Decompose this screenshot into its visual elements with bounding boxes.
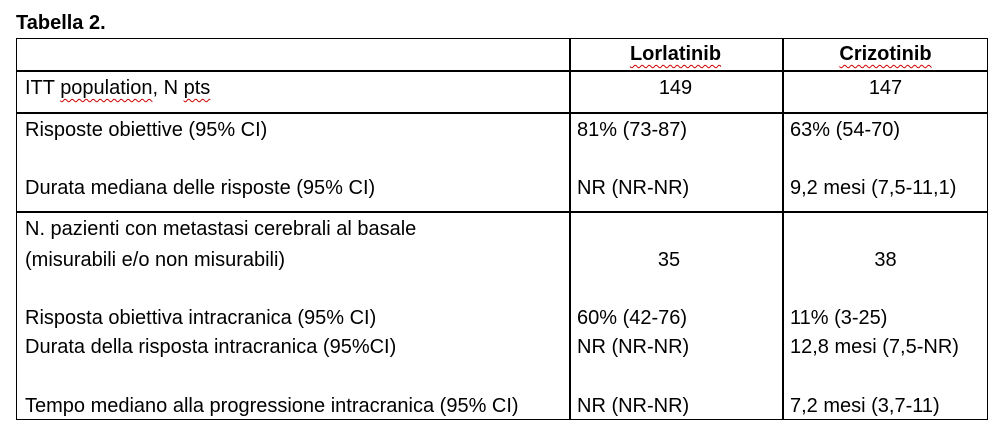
metastasi-crizotinib: 38 <box>874 249 897 271</box>
row-divider <box>17 211 987 213</box>
row-divider <box>17 112 987 114</box>
metastasi-lorlatinib: 35 <box>657 249 681 271</box>
table-caption: Tabella 2. <box>16 12 106 34</box>
itt-lorlatinib: 149 <box>658 77 693 99</box>
durata-intracranica-crizotinib: 12,8 mesi (7,5-NR) <box>790 336 959 358</box>
row-divider <box>17 70 987 72</box>
row-label-risposte: Risposte obiettive (95% CI) <box>25 119 268 141</box>
results-table <box>16 38 988 420</box>
tempo-lorlatinib: NR (NR-NR) <box>577 395 690 417</box>
risposte-crizotinib: 63% (54-70) <box>790 119 901 141</box>
row-label-metastasi-2: (misurabili e/o non misurabili) <box>25 249 286 271</box>
row-label-intracranica: Risposta obiettiva intracranica (95% CI) <box>25 307 377 329</box>
row-label-tempo: Tempo mediano alla progressione intracranica (95% CI) <box>25 395 519 417</box>
intracranica-lorlatinib: 60% (42-76) <box>577 307 688 329</box>
intracranica-crizotinib: 11% (3-25) <box>790 307 888 329</box>
durata-intracranica-lorlatinib: NR (NR-NR) <box>577 336 690 358</box>
durata-lorlatinib: NR (NR-NR) <box>577 177 690 199</box>
risposte-lorlatinib: 81% (73-87) <box>577 119 688 141</box>
row-label-itt: ITT population, N pts <box>25 77 211 99</box>
header-lorlatinib: Lorlatinib <box>629 43 722 65</box>
tempo-crizotinib: 7,2 mesi (3,7-11) <box>790 395 940 417</box>
durata-crizotinib: 9,2 mesi (7,5-11,1) <box>790 177 957 199</box>
row-label-durata-intracranica: Durata della risposta intracranica (95%CI) <box>25 336 397 358</box>
row-label-durata: Durata mediana delle risposte (95% CI) <box>25 177 376 199</box>
row-label-metastasi-1: N. pazienti con metastasi cerebrali al basale <box>25 218 417 240</box>
header-crizotinib: Crizotinib <box>839 43 932 65</box>
itt-crizotinib: 147 <box>868 77 903 99</box>
